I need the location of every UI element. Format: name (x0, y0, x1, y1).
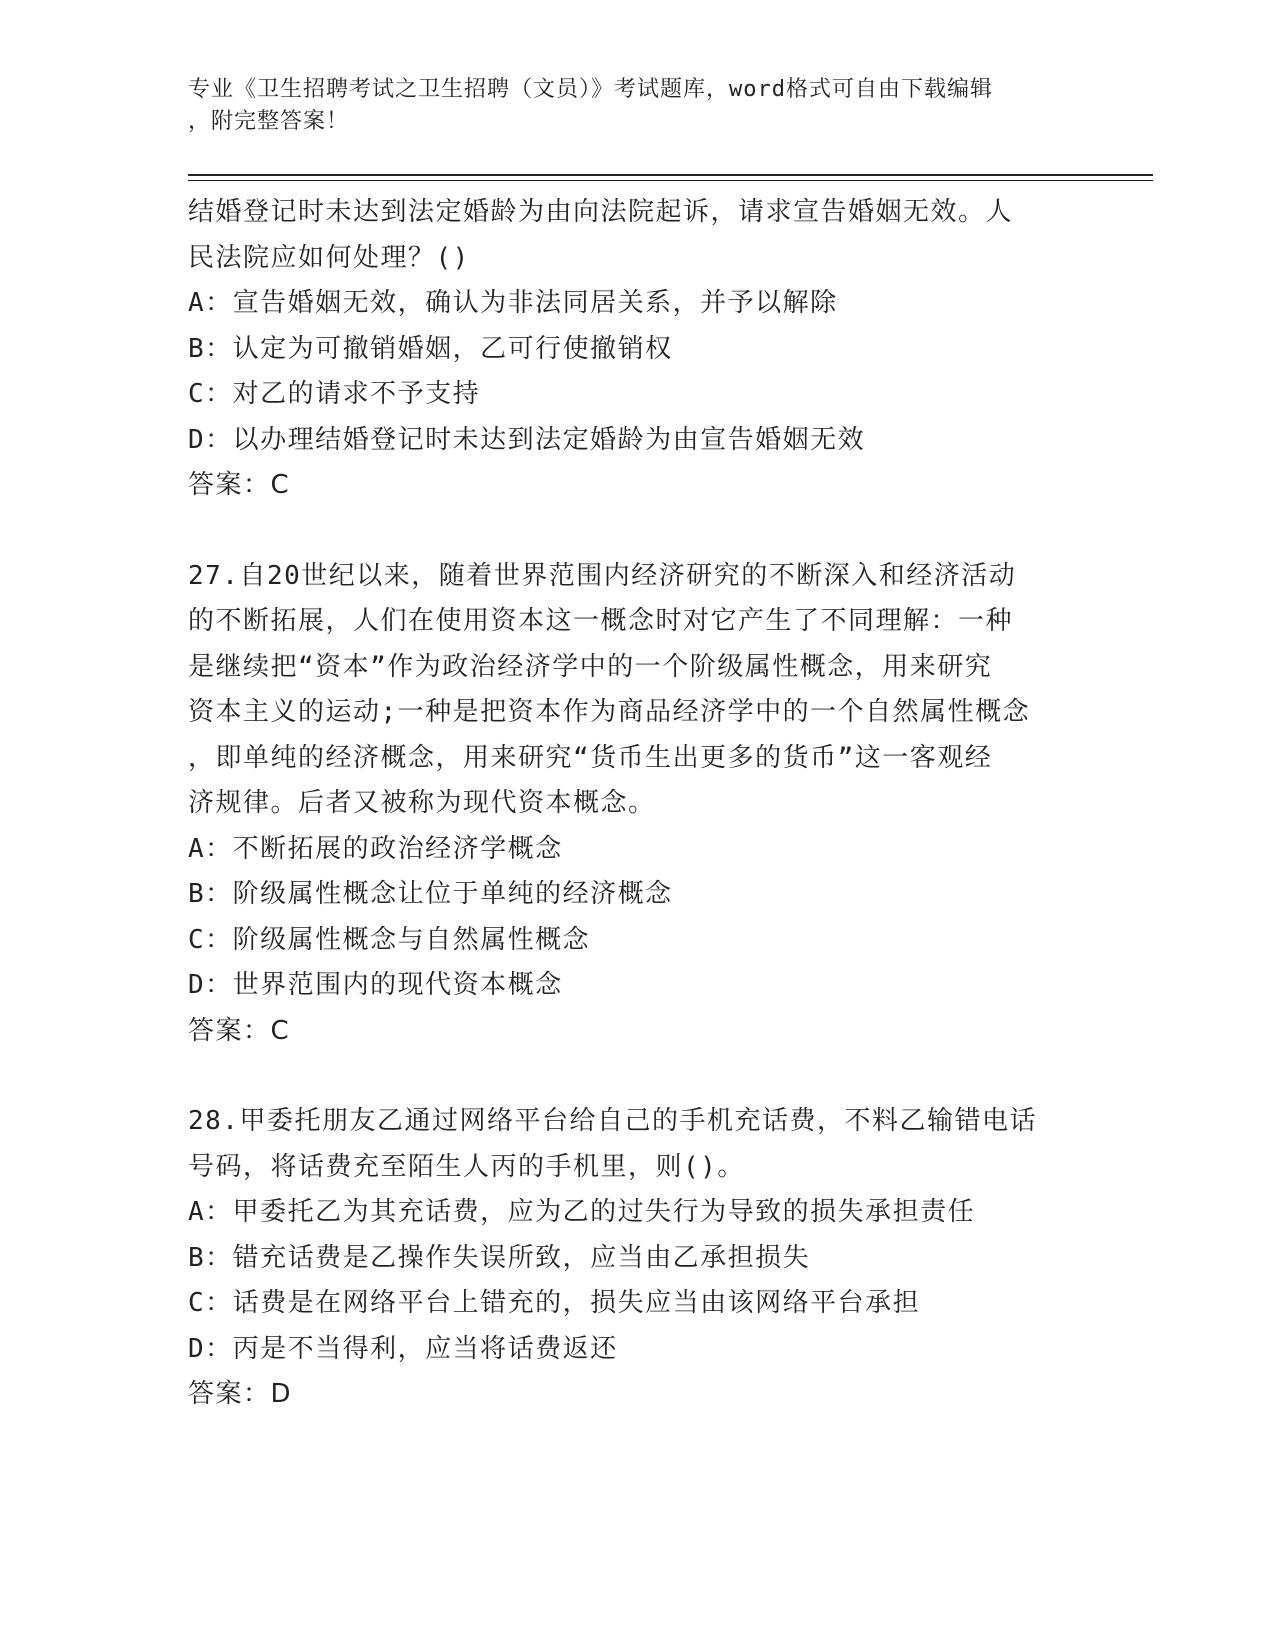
header-rule-thin (188, 180, 1153, 181)
option-d: D：丙是不当得利，应当将话费返还 (188, 1333, 618, 1364)
document-header (188, 74, 1088, 138)
option-a: A：甲委托乙为其充话费，应为乙的过失行为导致的损失承担责任 (188, 1197, 976, 1227)
option-c: C：阶级属性概念与自然属性概念 (188, 924, 591, 955)
answer: 答案：C (188, 1015, 291, 1046)
option-a: A：不断拓展的政治经济学概念 (188, 833, 563, 864)
question-stem-line: 是继续把“资本”作为政治经济学中的一个阶级属性概念，用来研究 (188, 651, 993, 682)
option-a: A：宣告婚姻无效，确认为非法同居关系，并予以解除 (188, 288, 838, 318)
answer: 答案：C (188, 470, 291, 500)
question-gap (188, 509, 1088, 554)
answer: 答案：D (188, 1379, 293, 1409)
question-stem-line: 的不断拓展，人们在使用资本这一概念时对它产生了不同理解：一种 (188, 606, 1014, 636)
question-gap (188, 1054, 1088, 1099)
question-27 (188, 554, 1088, 1055)
question-26 (188, 190, 1088, 509)
question-stem-line: 济规律。后者又被称为现代资本概念。 (188, 788, 656, 818)
question-stem-line: 结婚登记时未达到法定婚龄为由向法院起诉，请求宣告婚姻无效。人 (188, 197, 1014, 227)
option-b: B：阶级属性概念让位于单纯的经济概念 (188, 879, 673, 909)
option-d: D：世界范围内的现代资本概念 (188, 970, 563, 1000)
question-stem-line: 28.甲委托朋友乙通过网络平台给自己的手机充话费，不料乙输错电话 (188, 1106, 1037, 1136)
header-rule-thick (188, 174, 1153, 176)
header-line-1: 专业《卫生招聘考试之卫生招聘（文员）》考试题库，word格式可自由下载编辑 (188, 77, 993, 102)
option-c: C：话费是在网络平台上错充的，损失应当由该网络平台承担 (188, 1288, 921, 1318)
question-stem-line: ，即单纯的经济概念，用来研究“货币生出更多的货币”这一客观经 (188, 742, 993, 773)
question-stem-line: 27.自20世纪以来，随着世界范围内经济研究的不断深入和经济活动 (188, 560, 1017, 591)
question-28 (188, 1099, 1088, 1418)
option-b: B：错充话费是乙操作失误所致，应当由乙承担损失 (188, 1242, 811, 1273)
option-d: D：以办理结婚登记时未达到法定婚龄为由宣告婚姻无效 (188, 424, 866, 455)
question-stem-line: 民法院应如何处理？() (188, 242, 470, 273)
option-c: C：对乙的请求不予支持 (188, 379, 481, 409)
question-list (188, 190, 1088, 1418)
option-b: B：认定为可撤销婚姻，乙可行使撤销权 (188, 333, 673, 364)
question-stem-line: 号码，将话费充至陌生人丙的手机里，则()。 (188, 1151, 745, 1182)
question-stem-line: 资本主义的运动;一种是把资本作为商品经济学中的一个自然属性概念 (188, 697, 1031, 727)
header-line-2: ，附完整答案！ (188, 109, 350, 134)
